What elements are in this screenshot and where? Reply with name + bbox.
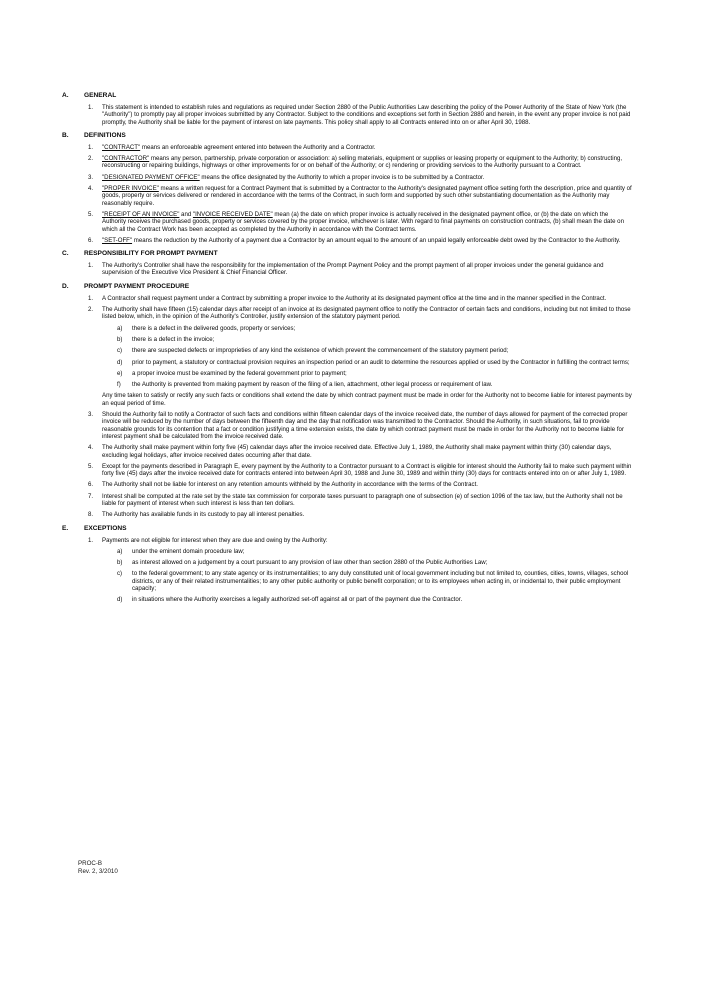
section-letter: D. [62, 282, 69, 290]
sub-item-text: to the federal government; to any state agency or its instrumentalities; to any duly constituted unit of local government including but not limited to, counties, cities, towns, villages, school districts, or any of their related instrumentalities; to any other public authority or public benefit corporation; or to its employees when acting in, or incidental to, their public employment capacity; [132, 570, 629, 593]
section-heading [62, 250, 632, 259]
defined-term: "CONTRACTOR" [102, 155, 150, 163]
defined-term: "SET-OFF" [102, 236, 133, 244]
item-number: 1. [88, 143, 94, 151]
item-text: Payments are not eligible for interest when they are due and owing by the Authority: [102, 536, 328, 544]
section-letter: E. [62, 524, 69, 532]
item-number: 6. [88, 481, 94, 489]
section-letter: A. [62, 92, 69, 99]
item-text: This statement is intended to establish rules and regulations as required under Section 2880 of the Public Authorities Law describing the policy of the Power Authority of the State of New York (the "Authority") to promptly pay all proper invoices submitted by any Contractor. Subject to the conditions and exceptions set forth in Section 2880 and herein, in the event any proper invoice is not paid promptly, the Authority shall be liable for the payment of interest on late payments. This policy shall apply to all Contracts entered into on or after April 30, 1988. [102, 104, 631, 126]
sub-item-text: there is a defect in the invoice; [132, 335, 215, 343]
sub-item [62, 596, 632, 603]
sub-item [62, 570, 632, 592]
section-heading [62, 92, 632, 101]
item-text: means a written request for a Contract Payment that is submitted by a Contractor to the Authority's designated payment office setting forth the description, price and quantity of goods, property or services delivered or rendered in accordance with the terms of the Contract, in such form and supported by such other substantiating documentation as the Authority may reasonably require. [102, 185, 632, 207]
item-text: A Contractor shall request payment under a Contract by submitting a proper invoice to the Authority at its designated payment office at the time and in the manner specified in the Contract. [102, 294, 607, 302]
section-heading [62, 283, 632, 292]
sub-item [62, 336, 632, 343]
section-responsibility [62, 250, 632, 277]
item-number: 8. [88, 511, 94, 519]
item-text: means an enforceable agreement entered into between the Authority and a Contractor. [140, 143, 376, 151]
sub-item-text: there is a defect in the delivered goods, property or services; [132, 324, 296, 332]
list-item [62, 411, 632, 440]
sub-item-text: in situations where the Authority exercises a legally authorized set-off against all or part of the payment due the Contractor. [132, 596, 463, 604]
sub-item [62, 370, 632, 377]
item-number: 5. [88, 210, 94, 218]
section-title: RESPONSIBILITY FOR PROMPT PAYMENT [84, 250, 218, 258]
defined-term: "DESIGNATED PAYMENT OFFICE" [102, 173, 200, 181]
section-title: DEFINITIONS [84, 131, 126, 139]
section-exceptions [62, 525, 632, 604]
document-footer [78, 860, 118, 876]
definition-item [62, 185, 632, 207]
definition-item [62, 237, 632, 244]
section-heading [62, 525, 632, 534]
sub-item-letter: d) [117, 358, 123, 366]
sub-item-text: a proper invoice must be examined by the federal government prior to payment; [132, 369, 347, 377]
sub-item-letter: d) [117, 596, 123, 604]
sub-item-letter: b) [117, 335, 123, 343]
sub-item-text: prior to payment, a statutory or contractual provision requires an inspection period or an audit to determine the resources applied or used by the Contractor in fulfilling the contract terms; [132, 358, 630, 366]
sub-item-letter: a) [117, 324, 123, 332]
list-item [62, 493, 632, 508]
item-text: mean (a) the date on which proper invoice is actually received in the designated payment office, or (b) the date on which the Authority receives the purchased goods, property or services covered by the proper invoice, whichever is later. With regard to final payments on construction contracts, (b) shall mean the date on which all the Contract Work has been accepted as completed by the Authority in accordance with the Contract terms. [102, 210, 624, 233]
document-page [62, 92, 632, 610]
connector-text: and [179, 210, 193, 218]
item-text: means the office designated by the Authority to which a proper invoice is to be submitted by a Contractor. [199, 173, 485, 181]
item-text: The Authority shall have fifteen (15) calendar days after receipt of an invoice at its designated payment office to notify the Contractor of certain facts and conditions, including but not limited to those listed below, which, in the opinion of the Authority's Controller, justify extension of the statutory payment period. [102, 306, 631, 321]
sub-item [62, 381, 632, 388]
sub-item [62, 359, 632, 366]
item-number: 4. [88, 185, 94, 193]
section-title: PROMPT PAYMENT PROCEDURE [84, 282, 190, 290]
item-text: The Authority shall make payment within forty five (45) calendar days after the invoice received date. Effective July 1, 1989, the Authority shall make payment within thirty (30) calendar days, excluding legal holidays, after invoice received dates occurring after that date. [102, 444, 612, 459]
item-text: The Authority has available funds in its custody to pay all interest penalties. [102, 511, 305, 519]
list-item [62, 306, 632, 321]
sub-item-text: under the eminent domain procedure law; [132, 547, 245, 555]
item-text: Interest shall be computed at the rate set by the state tax commission for corporate taxes pursuant to paragraph one of subsection (e) of section 1096 of the tax law, but the Authority shall not be liable for payment of interest when such interest is less than ten dollars. [102, 492, 623, 507]
section-title: EXCEPTIONS [84, 524, 127, 532]
revision-label: Rev. 2, 3/2010 [78, 868, 118, 875]
item-number: 4. [88, 444, 94, 452]
definition-item [62, 144, 632, 151]
item-text: Should the Authority fail to notify a Contractor of such facts and conditions within fifteen calendar days of the invoice received date, the number of days allowed for payment of the corrected proper invoice will be reduced by the number of days between the fifteenth day and the day that notification was transmitted to the Contractor. Should the Authority, in such situations, fail to provide reasonable grounds for its contention that a fact or condition justifying a time extension exists, the date by which contract payment must be made in order for the Authority not to become liable for interest payment shall be calculated from the invoice received date. [102, 411, 628, 440]
item-number: 6. [88, 236, 94, 244]
defined-term: "INVOICE RECEIVED DATE" [192, 210, 273, 218]
defined-term: "RECEIPT OF AN INVOICE" [102, 210, 180, 218]
list-item [62, 537, 632, 544]
section-heading [62, 132, 632, 141]
item-text: means the reduction by the Authority of a payment due a Contractor by an amount equal to the amount of an unpaid legally enforceable debt owed by the Contractor to the Authority. [132, 236, 621, 244]
item-number: 2. [88, 306, 94, 314]
section-title: GENERAL [84, 92, 117, 99]
defined-term: "PROPER INVOICE" [102, 185, 159, 193]
item-number: 1. [88, 536, 94, 544]
sub-item-letter: b) [117, 559, 123, 567]
item-text: means any person, partnership, private corporation or association: a) selling materials, equipment or supplies or leasing property or equipment to the Authority; b) constructing, reconstructing or repairing buildings, highways or other improvements for or on behalf of the Authority; or c) rendering or providing services to the Authority pursuant to a Contract. [102, 155, 623, 170]
list-item [62, 104, 632, 126]
sub-item-text: the Authority is prevented from making payment by reason of the filing of a lien, attachment, other legal process or requirement of law. [132, 381, 493, 389]
sub-item-text: as interest allowed on a judgement by a court pursuant to any provision of law other than section 2880 of the Public Authorities Law; [132, 559, 488, 567]
section-general [62, 92, 632, 126]
item-text: The Authority's Controller shall have the responsibility for the implementation of the Prompt Payment Policy and the prompt payment of all proper invoices under the general guidance and supervision of the Executive Vice President & Chief Financial Officer. [102, 262, 604, 277]
sub-item-letter: c) [117, 570, 123, 578]
list-item [62, 444, 632, 459]
sub-item-letter: a) [117, 547, 123, 555]
section-definitions [62, 132, 632, 244]
definition-item [62, 174, 632, 181]
item-number: 1. [88, 294, 94, 302]
list-item [62, 463, 632, 478]
section-letter: B. [62, 131, 69, 139]
item-number: 3. [88, 411, 94, 419]
item-number: 2. [88, 155, 94, 163]
sub-item [62, 559, 632, 566]
list-item [62, 481, 632, 488]
sub-item-letter: f) [117, 381, 121, 389]
list-item [62, 295, 632, 302]
sub-item [62, 347, 632, 354]
paragraph: Any time taken to satisfy or rectify any such facts or conditions shall extend the date by which contract payment must be made in order for the Authority not to become liable for interest payments by an equal period of time. [102, 392, 632, 407]
item-number: 5. [88, 462, 94, 470]
defined-term: "CONTRACT" [102, 143, 141, 151]
definition-item [62, 211, 632, 233]
item-number: 7. [88, 492, 94, 500]
section-procedure [62, 283, 632, 519]
sub-item-letter: e) [117, 369, 123, 377]
definition-item [62, 155, 632, 170]
sub-item [62, 325, 632, 332]
sub-item-text: there are suspected defects or improprieties of any kind the existence of which prevent the commencement of the statutory payment period; [132, 347, 509, 355]
list-item [62, 511, 632, 518]
sub-item [62, 548, 632, 555]
item-number: 3. [88, 173, 94, 181]
form-code: PROC-B [78, 860, 103, 867]
item-text: Except for the payments described in Paragraph E, every payment by the Authority to a Contractor pursuant to a Contract is eligible for interest should the Authority fail to make such payment within forty five (45) days after the invoice received date for contracts entered into between April 30, 1988 and June 30, 1989 and within thirty (30) days for contracts entered into on or after July 1, 1989. [102, 462, 632, 478]
section-letter: C. [62, 250, 69, 258]
item-text: The Authority shall not be liable for interest on any retention amounts withheld by the Authority in accordance with the terms of the Contract. [102, 481, 478, 489]
sub-item-letter: c) [117, 347, 123, 355]
list-item [62, 262, 632, 277]
item-number: 1. [88, 104, 94, 111]
item-number: 1. [88, 262, 94, 270]
